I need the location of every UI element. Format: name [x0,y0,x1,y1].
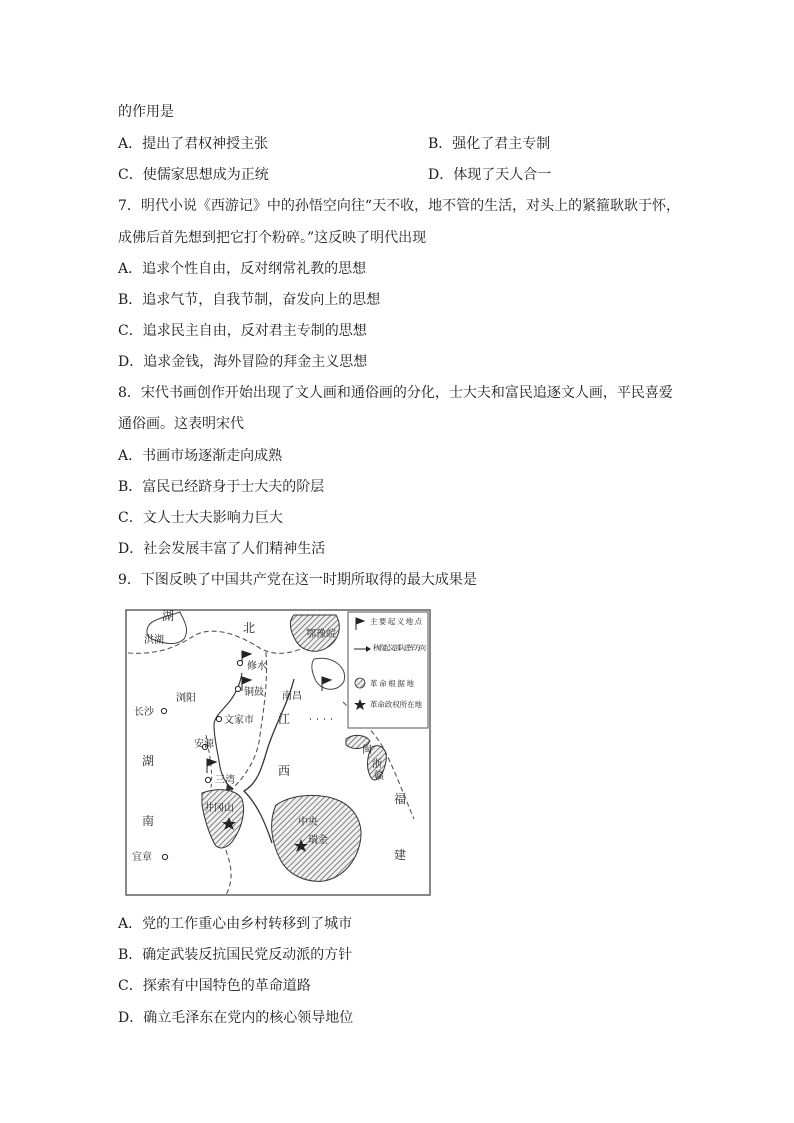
label-yizhang: 宜章 [132,852,152,863]
q9-option-d[interactable]: D．确立毛泽东在党内的核心领导地位 [118,1010,354,1026]
label-nanchang: 南昌 [282,691,302,702]
q8-stem-line2: 通俗画。这表明宋代 [118,416,244,432]
q7-option-b[interactable]: B．追求气节，自我节制，奋发向上的思想 [118,292,381,308]
q6-option-d[interactable]: D．体现了天人合一 [428,167,552,183]
q7-option-a[interactable]: A．追求个性自由，反对纲常礼教的思想 [118,261,367,277]
q6-option-a[interactable]: A．提出了君权神授主张 [118,136,269,152]
label-min: 闽 [362,745,372,756]
town-dot-changsha [161,708,166,713]
label-jian: 建 [394,848,407,862]
map-legend [348,612,428,728]
label-gan: 赣 [374,771,384,782]
q8-option-d[interactable]: D．社会发展丰富了人们精神生活 [118,541,326,557]
label-anyuan: 安源 [194,739,214,750]
q8-option-c[interactable]: C．文人士大夫影响力巨大 [118,510,283,526]
revolution-map [118,607,433,897]
legend-base: 革命根据地 [370,679,414,688]
town-dot-xiushui [237,660,242,665]
label-wenjiashi: 文家市 [224,715,254,726]
q9-option-a[interactable]: A．党的工作重心由乡村转移到了城市 [118,916,353,932]
q9-option-b[interactable]: B．确定武装反抗国民党反动派的方针 [118,947,353,963]
label-jiang: 江 [278,712,291,726]
town-dot-sanwan [205,777,210,782]
q9-stem: 9．下图反映了中国共产党在这一时期所取得的最大成果是 [118,572,477,588]
label-honghu: 洪湖 [144,635,164,646]
label-ruijin: 瑞金 [308,835,328,846]
q6-stem-tail: 的作用是 [118,104,174,120]
legend-box [348,612,428,728]
label-eyuwan: 鄂豫皖 [306,629,336,640]
q7-stem-line2: 成佛后首先想到把它打个粉碎。”这反映了明代出现 [118,230,427,246]
q6-option-b[interactable]: B．强化了君主专制 [428,136,551,152]
label-liuyang: 浏阳 [176,693,196,704]
label-xiushui: 修水 [247,661,267,672]
label-changsha: 长沙 [134,707,154,718]
label-xi: 西 [278,764,291,778]
legend-route: 秋收起义部队进军方向 [373,644,426,652]
label-jinggangshan: 井冈山 [204,803,234,814]
label-hu-top: 湖 [162,609,175,623]
label-fu: 福 [394,792,407,806]
town-dot-wenjiashi [216,716,221,721]
label-nan: 南 [142,814,155,828]
legend-base-swatch [355,678,365,688]
q7-option-c[interactable]: C．追求民主自由，反对君主专制的思想 [118,323,367,339]
q6-option-c[interactable]: C．使儒家思想成为正统 [118,167,269,183]
q7-option-d[interactable]: D．追求金钱，海外冒险的拜金主义思想 [118,354,368,370]
town-dot-yizhang [162,854,167,859]
legend-capital: 革命政权所在地 [370,700,422,709]
label-sanwan: 三湾 [215,775,235,786]
town-dot-tonggu [235,686,240,691]
q9-option-c[interactable]: C．探索有中国特色的革命道路 [118,978,311,994]
label-tonggu: 铜鼓 [244,687,264,698]
legend-uprising: 主要起义地点 [370,617,422,626]
q8-option-a[interactable]: A．书画市场逐渐走向成熟 [118,448,283,464]
q8-option-b[interactable]: B．富民已经跻身于士大夫的阶层 [118,479,325,495]
label-bei: 北 [243,621,256,635]
label-zhongyang: 中央 [298,817,318,828]
label-zhe: 浙 [372,759,382,770]
q7-stem-line1: 7．明代小说《西游记》中的孙悟空向往“天不收，地不管的生活，对头上的紧箍耿耿于怀， [118,198,681,214]
label-hu-mid: 湖 [142,754,155,768]
q8-stem-line1: 8．宋代书画创作开始出现了文人画和通俗画的分化，士大夫和富民追逐文人画，平民喜爱 [118,385,673,401]
